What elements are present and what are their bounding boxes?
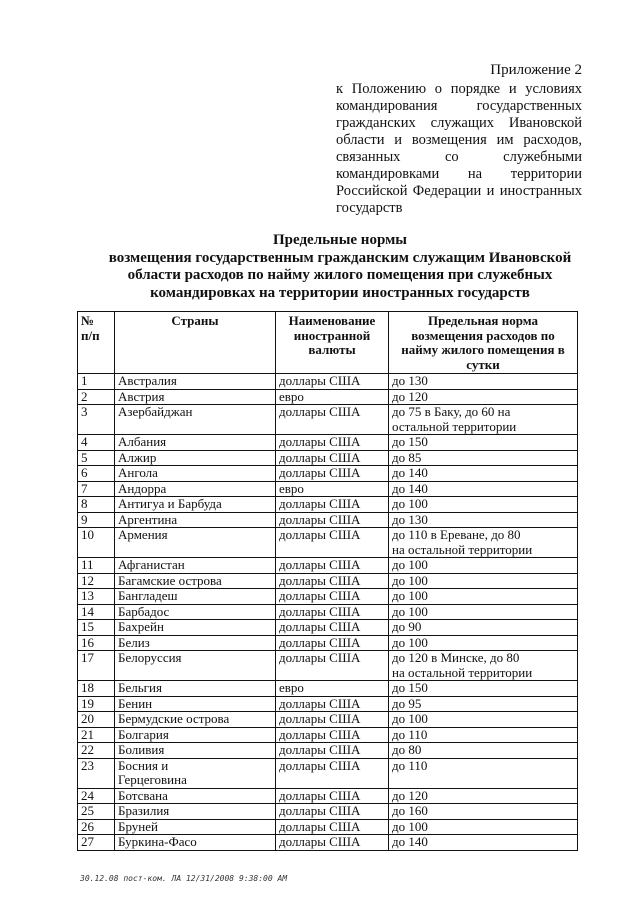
appendix-line: к Положению о порядке и условиях <box>336 81 582 97</box>
table-header-row <box>78 312 578 374</box>
cell-norm <box>389 604 578 620</box>
cell-num: 24 <box>78 788 115 804</box>
title-line: возмещения государственным гражданским служащим Ивановской <box>108 249 572 266</box>
cell-num: 16 <box>78 635 115 651</box>
cell-num: 8 <box>78 497 115 513</box>
table-row <box>78 758 578 788</box>
header-num: № п/п <box>78 312 115 374</box>
cell-norm <box>389 450 578 466</box>
cell-norm <box>389 512 578 528</box>
norm-line: до 120 в Минске, до 80 <box>392 650 520 665</box>
table-row <box>78 389 578 405</box>
cell-country <box>115 788 276 804</box>
norm-line: до 100 <box>392 711 428 726</box>
country-line: Белиз <box>118 635 150 650</box>
cell-country <box>115 635 276 651</box>
title-line: области расходов по найму жилого помещения при служебных <box>127 267 553 283</box>
cell-country <box>115 712 276 728</box>
cell-norm <box>389 589 578 605</box>
cell-norm <box>389 743 578 759</box>
cell-currency: доллары США <box>276 804 389 820</box>
cell-num: 5 <box>78 450 115 466</box>
cell-currency: доллары США <box>276 620 389 636</box>
country-line: Бангладеш <box>118 588 178 603</box>
page-title <box>80 232 600 302</box>
cell-num: 6 <box>78 466 115 482</box>
title-line: Предельные нормы <box>272 232 407 248</box>
table-row <box>78 435 578 451</box>
title-line: командировках на территории иностранных государств <box>150 284 530 301</box>
norm-line: до 130 <box>392 512 428 527</box>
cell-num: 23 <box>78 758 115 788</box>
country-line: Багамские острова <box>118 573 222 588</box>
cell-norm <box>389 712 578 728</box>
norm-line: до 150 <box>392 680 428 695</box>
cell-num: 14 <box>78 604 115 620</box>
table-row <box>78 681 578 697</box>
country-line: Буркина-Фасо <box>118 834 197 849</box>
cell-num: 10 <box>78 528 115 558</box>
cell-country <box>115 604 276 620</box>
norm-line: до 140 <box>392 481 428 496</box>
cell-currency: доллары США <box>276 604 389 620</box>
cell-num: 3 <box>78 405 115 435</box>
country-line: Армения <box>118 527 168 542</box>
cell-num: 7 <box>78 481 115 497</box>
cell-norm <box>389 835 578 851</box>
country-line: Герцеговина <box>118 772 187 787</box>
norm-line: до 160 <box>392 803 428 818</box>
norm-line: до 140 <box>392 834 428 849</box>
table-row <box>78 727 578 743</box>
cell-norm <box>389 466 578 482</box>
cell-norm <box>389 620 578 636</box>
country-line: Бенин <box>118 696 153 711</box>
cell-norm <box>389 497 578 513</box>
cell-country <box>115 727 276 743</box>
cell-num: 25 <box>78 804 115 820</box>
country-line: Алжир <box>118 450 157 465</box>
country-line: Аргентина <box>118 512 178 527</box>
norm-line: до 130 <box>392 373 428 388</box>
cell-country <box>115 589 276 605</box>
cell-currency: доллары США <box>276 573 389 589</box>
cell-norm <box>389 389 578 405</box>
cell-country <box>115 374 276 390</box>
cell-num: 4 <box>78 435 115 451</box>
cell-country <box>115 743 276 759</box>
cell-num: 12 <box>78 573 115 589</box>
table-row <box>78 512 578 528</box>
cell-currency: доллары США <box>276 819 389 835</box>
cell-num: 26 <box>78 819 115 835</box>
cell-country <box>115 450 276 466</box>
appendix-title: Приложение 2 <box>490 62 582 78</box>
table-row <box>78 558 578 574</box>
appendix-line: иностранных государств <box>336 183 582 216</box>
cell-currency: доллары США <box>276 651 389 681</box>
cell-num: 19 <box>78 696 115 712</box>
norm-line: до 100 <box>392 496 428 511</box>
country-line: Бруней <box>118 819 158 834</box>
country-line: Бахрейн <box>118 619 164 634</box>
cell-currency: доллары США <box>276 696 389 712</box>
cell-currency: доллары США <box>276 466 389 482</box>
appendix-text <box>336 81 582 217</box>
table-row <box>78 466 578 482</box>
header-norm: Предельная норма возмещения расходов по найму жилого помещения в сутки <box>389 312 578 374</box>
cell-num: 17 <box>78 651 115 681</box>
country-line: Бельгия <box>118 680 162 695</box>
cell-country <box>115 558 276 574</box>
cell-currency: доллары США <box>276 589 389 605</box>
table-row <box>78 835 578 851</box>
norm-line: до 75 в Баку, до 60 на <box>392 404 511 419</box>
header-country: Страны <box>115 312 276 374</box>
norm-line: до 150 <box>392 434 428 449</box>
table-row <box>78 573 578 589</box>
norm-line: до 110 <box>392 727 428 742</box>
norm-line: до 120 <box>392 389 428 404</box>
cell-num: 1 <box>78 374 115 390</box>
cell-norm <box>389 788 578 804</box>
norm-line: до 110 в Ереване, до 80 <box>392 527 521 542</box>
country-line: Босния и <box>118 758 169 773</box>
table-row <box>78 788 578 804</box>
cell-currency: доллары США <box>276 635 389 651</box>
country-line: Австрия <box>118 389 165 404</box>
table-row <box>78 651 578 681</box>
cell-norm <box>389 681 578 697</box>
table-row <box>78 405 578 435</box>
norm-line: до 100 <box>392 588 428 603</box>
country-line: Болгария <box>118 727 169 742</box>
cell-currency: доллары США <box>276 405 389 435</box>
cell-norm <box>389 528 578 558</box>
cell-currency: доллары США <box>276 374 389 390</box>
header-currency: Наименование иностранной валюты <box>276 312 389 374</box>
cell-norm <box>389 804 578 820</box>
cell-currency: доллары США <box>276 835 389 851</box>
cell-currency: доллары США <box>276 528 389 558</box>
cell-currency: доллары США <box>276 743 389 759</box>
cell-num: 27 <box>78 835 115 851</box>
appendix-line: командировками на территории <box>336 166 582 182</box>
norm-line: до 80 <box>392 742 422 757</box>
cell-country <box>115 573 276 589</box>
cell-num: 18 <box>78 681 115 697</box>
norms-table <box>77 311 578 851</box>
cell-num: 20 <box>78 712 115 728</box>
table-row <box>78 528 578 558</box>
cell-currency: доллары США <box>276 435 389 451</box>
appendix-line: командирования государственных <box>336 98 582 114</box>
table-row <box>78 743 578 759</box>
cell-currency: евро <box>276 481 389 497</box>
cell-num: 2 <box>78 389 115 405</box>
cell-currency: евро <box>276 681 389 697</box>
country-line: Бразилия <box>118 803 170 818</box>
cell-norm <box>389 405 578 435</box>
cell-norm <box>389 727 578 743</box>
cell-country <box>115 405 276 435</box>
appendix-line: Российской Федерации и <box>336 183 495 199</box>
table-row <box>78 450 578 466</box>
cell-currency: доллары США <box>276 788 389 804</box>
cell-norm <box>389 374 578 390</box>
table-row <box>78 819 578 835</box>
country-line: Ботсвана <box>118 788 168 803</box>
country-line: Азербайджан <box>118 404 193 419</box>
cell-currency: доллары США <box>276 450 389 466</box>
cell-currency: евро <box>276 389 389 405</box>
cell-num: 9 <box>78 512 115 528</box>
norm-line: до 95 <box>392 696 422 711</box>
appendix-block <box>336 62 582 217</box>
norm-line: до 110 <box>392 758 428 773</box>
appendix-line: связанных со служебными <box>336 149 582 165</box>
cell-currency: доллары США <box>276 512 389 528</box>
table-row <box>78 696 578 712</box>
appendix-line: области и возмещения им расходов, <box>336 132 582 148</box>
norm-line: до 100 <box>392 819 428 834</box>
cell-norm <box>389 635 578 651</box>
country-line: Ангола <box>118 465 158 480</box>
cell-currency: доллары США <box>276 758 389 788</box>
cell-num: 15 <box>78 620 115 636</box>
table-row <box>78 620 578 636</box>
table-row <box>78 804 578 820</box>
table-row <box>78 604 578 620</box>
cell-num: 22 <box>78 743 115 759</box>
cell-norm <box>389 696 578 712</box>
cell-country <box>115 651 276 681</box>
cell-currency: доллары США <box>276 497 389 513</box>
norm-line: на остальной территории <box>392 541 533 557</box>
appendix-line: гражданских служащих Ивановской <box>336 115 582 131</box>
cell-norm <box>389 819 578 835</box>
norm-line: до 100 <box>392 604 428 619</box>
table-row <box>78 635 578 651</box>
country-line: Белоруссия <box>118 650 182 665</box>
norm-line: на остальной территории <box>392 664 533 680</box>
cell-num: 13 <box>78 589 115 605</box>
table-body <box>78 374 578 851</box>
country-line: Албания <box>118 434 167 449</box>
norm-line: до 140 <box>392 465 428 480</box>
norm-line: до 100 <box>392 573 428 588</box>
country-line: Афганистан <box>118 557 185 572</box>
table-row <box>78 374 578 390</box>
country-line: Боливия <box>118 742 165 757</box>
cell-num: 11 <box>78 558 115 574</box>
table-row <box>78 589 578 605</box>
norm-line: до 85 <box>392 450 422 465</box>
cell-country <box>115 528 276 558</box>
cell-norm <box>389 558 578 574</box>
cell-currency: доллары США <box>276 558 389 574</box>
cell-country <box>115 481 276 497</box>
cell-norm <box>389 481 578 497</box>
cell-country <box>115 835 276 851</box>
norm-line: до 100 <box>392 635 428 650</box>
cell-country <box>115 466 276 482</box>
cell-num: 21 <box>78 727 115 743</box>
country-line: Антигуа и Барбуда <box>118 496 222 511</box>
country-line: Австралия <box>118 373 177 388</box>
cell-currency: доллары США <box>276 727 389 743</box>
cell-norm <box>389 758 578 788</box>
cell-norm <box>389 573 578 589</box>
cell-country <box>115 681 276 697</box>
norm-line: до 100 <box>392 557 428 572</box>
table-row <box>78 497 578 513</box>
norm-line: остальной территории <box>392 418 517 434</box>
cell-country <box>115 497 276 513</box>
country-line: Барбадос <box>118 604 170 619</box>
cell-norm <box>389 651 578 681</box>
cell-country <box>115 435 276 451</box>
cell-country <box>115 696 276 712</box>
country-line: Бермудские острова <box>118 711 230 726</box>
table-row <box>78 712 578 728</box>
cell-country <box>115 804 276 820</box>
country-line: Андорра <box>118 481 167 496</box>
norm-line: до 120 <box>392 788 428 803</box>
cell-country <box>115 758 276 788</box>
footer-stamp: 30.12.08 пост-ком. ЛА 12/31/2008 9:38:00 AM <box>80 874 288 883</box>
cell-norm <box>389 435 578 451</box>
cell-currency: доллары США <box>276 712 389 728</box>
cell-country <box>115 819 276 835</box>
table-row <box>78 481 578 497</box>
cell-country <box>115 620 276 636</box>
norm-line: до 90 <box>392 619 422 634</box>
cell-country <box>115 512 276 528</box>
cell-country <box>115 389 276 405</box>
